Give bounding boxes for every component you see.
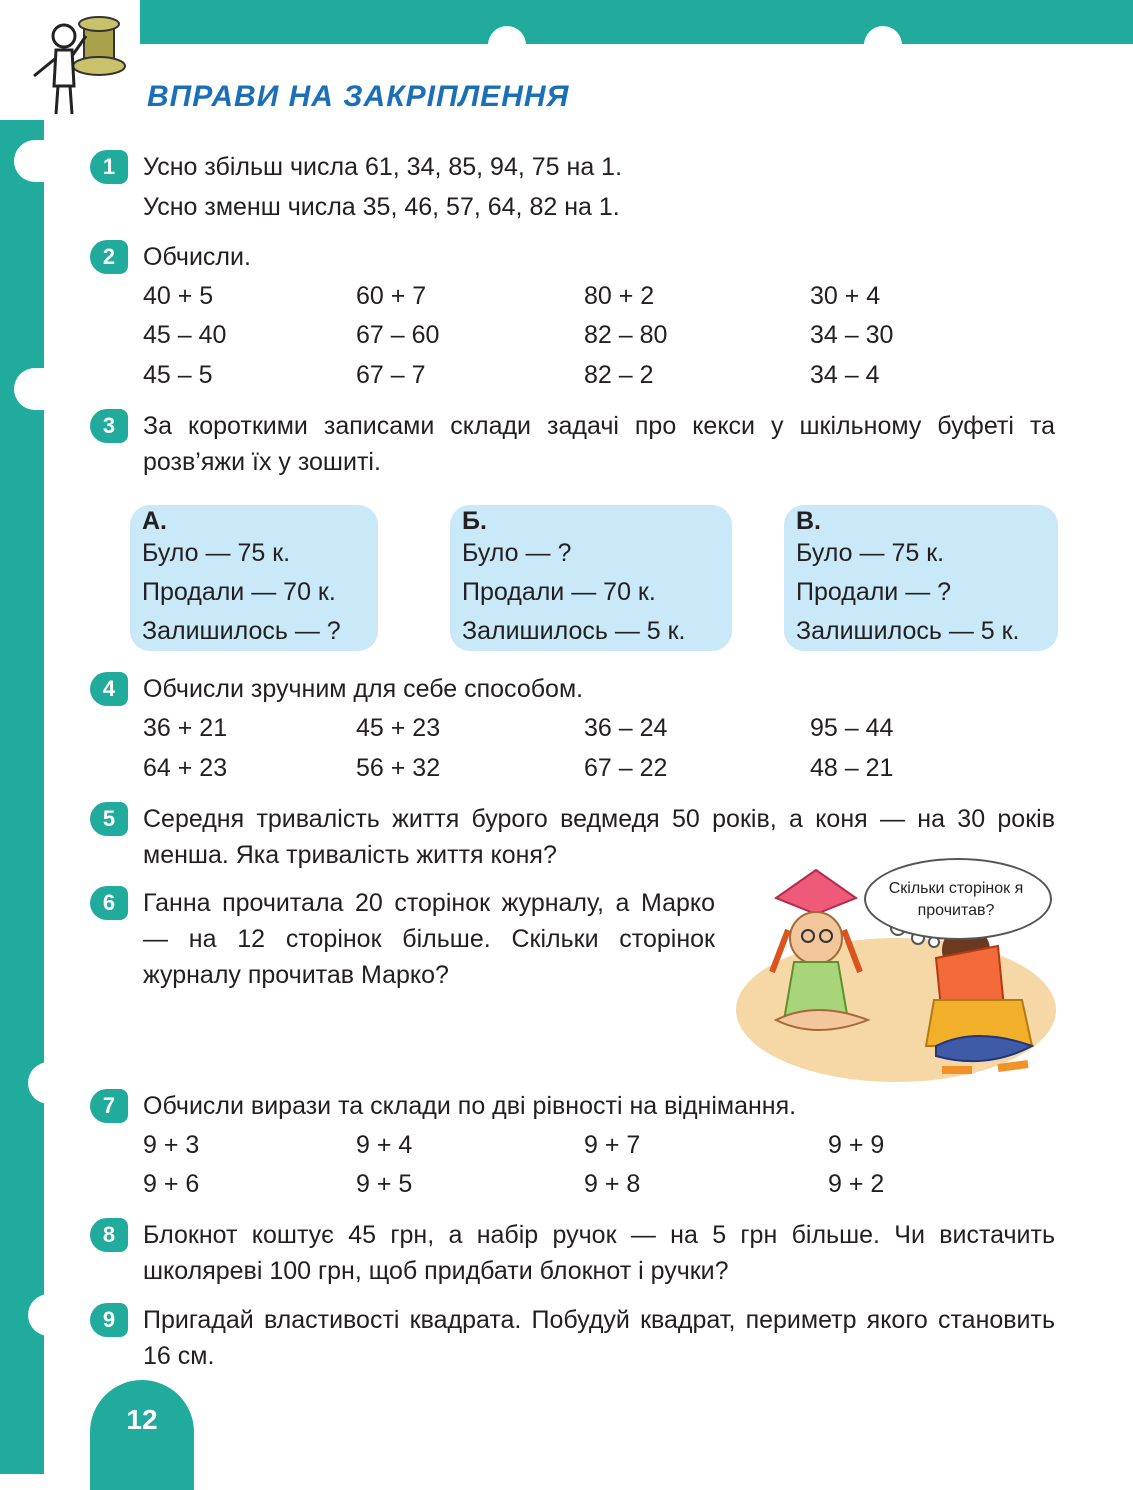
card-line: Продали — ? bbox=[796, 578, 952, 606]
exercise-text: Ганна прочитала 20 сторінок журналу, а Марко — на 12 сторінок більше. Скільки сторінок журналу прочитав Марко? bbox=[143, 889, 715, 989]
exercise-number: 9 bbox=[90, 1303, 128, 1337]
expression: 45 – 5 bbox=[143, 361, 213, 389]
side-notch bbox=[28, 1062, 74, 1104]
expression: 40 + 5 bbox=[143, 282, 214, 310]
top-notch bbox=[864, 26, 902, 66]
side-notch bbox=[14, 368, 74, 410]
expression: 36 + 21 bbox=[143, 714, 228, 742]
exercise-text: Пригадай властивості квадрата. Побудуй квадрат, периметр якого становить 16 см. bbox=[143, 1306, 1055, 1370]
short-record-card-b bbox=[450, 505, 732, 651]
card-line: Продали — 70 к. bbox=[462, 578, 656, 606]
expression: 67 – 7 bbox=[356, 361, 426, 389]
side-notch bbox=[28, 1294, 74, 1336]
exercise-number: 5 bbox=[90, 802, 128, 836]
card-line: Було — 75 к. bbox=[142, 539, 291, 567]
card-line: Залишилось — 5 к. bbox=[462, 617, 686, 645]
expression: 67 – 60 bbox=[356, 321, 440, 349]
card-line: Продали — 70 к. bbox=[142, 578, 336, 606]
side-notch bbox=[14, 140, 74, 182]
exercise-text: Блокнот коштує 45 грн, а набір ручок — на 5 грн більше. Чи вистачить школяреві 100 грн, щоб придбати блокнот і ручки? bbox=[143, 1221, 1055, 1285]
card-title: Б. bbox=[462, 507, 487, 535]
card-line: Було — 75 к. bbox=[796, 539, 945, 567]
card-title: В. bbox=[796, 507, 821, 535]
card-line: Було — ? bbox=[462, 539, 572, 567]
expression: 9 + 6 bbox=[143, 1170, 200, 1198]
page-title: ВПРАВИ НА ЗАКРІПЛЕННЯ bbox=[147, 80, 570, 113]
expression: 9 + 9 bbox=[828, 1131, 885, 1159]
expression: 9 + 7 bbox=[584, 1131, 641, 1159]
top-notch bbox=[488, 26, 526, 66]
expression: 9 + 5 bbox=[356, 1170, 413, 1198]
exercise-text: Обчисли. bbox=[143, 243, 251, 271]
exercise-number: 2 bbox=[90, 240, 128, 274]
expression: 95 – 44 bbox=[810, 714, 894, 742]
expression: 34 – 4 bbox=[810, 361, 880, 389]
expression: 36 – 24 bbox=[584, 714, 668, 742]
exercise-number: 1 bbox=[90, 150, 128, 184]
short-record-card-a bbox=[130, 505, 378, 651]
expression: 30 + 4 bbox=[810, 282, 881, 310]
expression: 45 + 23 bbox=[356, 714, 441, 742]
bubble-text: Скільки сторінок я прочитав? bbox=[888, 880, 1024, 919]
exercise-number: 6 bbox=[90, 886, 128, 920]
left-band bbox=[0, 0, 44, 1474]
expression: 9 + 3 bbox=[143, 1131, 200, 1159]
exercise-text: Обчисли вирази та склади по дві рівності на віднімання. bbox=[143, 1092, 797, 1120]
expression: 60 + 7 bbox=[356, 282, 427, 310]
card-line: Залишилось — ? bbox=[142, 617, 341, 645]
short-record-card-v bbox=[784, 505, 1058, 651]
expression: 9 + 8 bbox=[584, 1170, 641, 1198]
exercise-text: Середня тривалість життя бурого ведмедя 50 років, а коня — на 30 років менша. Яка тривалість життя коня? bbox=[143, 805, 1055, 869]
exercise-text: Усно збільш числа 61, 34, 85, 94, 75 на 1. bbox=[143, 153, 623, 181]
exercise-number: 8 bbox=[90, 1218, 128, 1252]
expression: 9 + 2 bbox=[828, 1170, 885, 1198]
expression: 67 – 22 bbox=[584, 754, 668, 782]
page-number: 12 bbox=[126, 1404, 158, 1435]
exercise-number: 3 bbox=[90, 409, 128, 443]
expression: 45 – 40 bbox=[143, 321, 227, 349]
expression: 80 + 2 bbox=[584, 282, 655, 310]
exercise-text: Обчисли зручним для себе способом. bbox=[143, 675, 584, 703]
card-title: А. bbox=[142, 507, 167, 535]
expression: 34 – 30 bbox=[810, 321, 894, 349]
exercise-text: Усно зменш числа 35, 46, 57, 64, 82 на 1. bbox=[143, 193, 620, 221]
expression: 56 + 32 bbox=[356, 754, 441, 782]
exercise-text: За короткими записами склади задачі про кекси у шкільному буфеті та розв’яжи їх у зошиті. bbox=[143, 412, 1055, 476]
expression: 48 – 21 bbox=[810, 754, 894, 782]
exercise-number: 7 bbox=[90, 1089, 128, 1123]
expression: 9 + 4 bbox=[356, 1131, 413, 1159]
expression: 82 – 80 bbox=[584, 321, 668, 349]
thumbtack-figure-icon bbox=[24, 6, 136, 118]
expression: 82 – 2 bbox=[584, 361, 654, 389]
card-line: Залишилось — 5 к. bbox=[796, 617, 1020, 645]
exercise-number: 4 bbox=[90, 672, 128, 706]
top-band bbox=[0, 0, 1133, 44]
expression: 64 + 23 bbox=[143, 754, 228, 782]
